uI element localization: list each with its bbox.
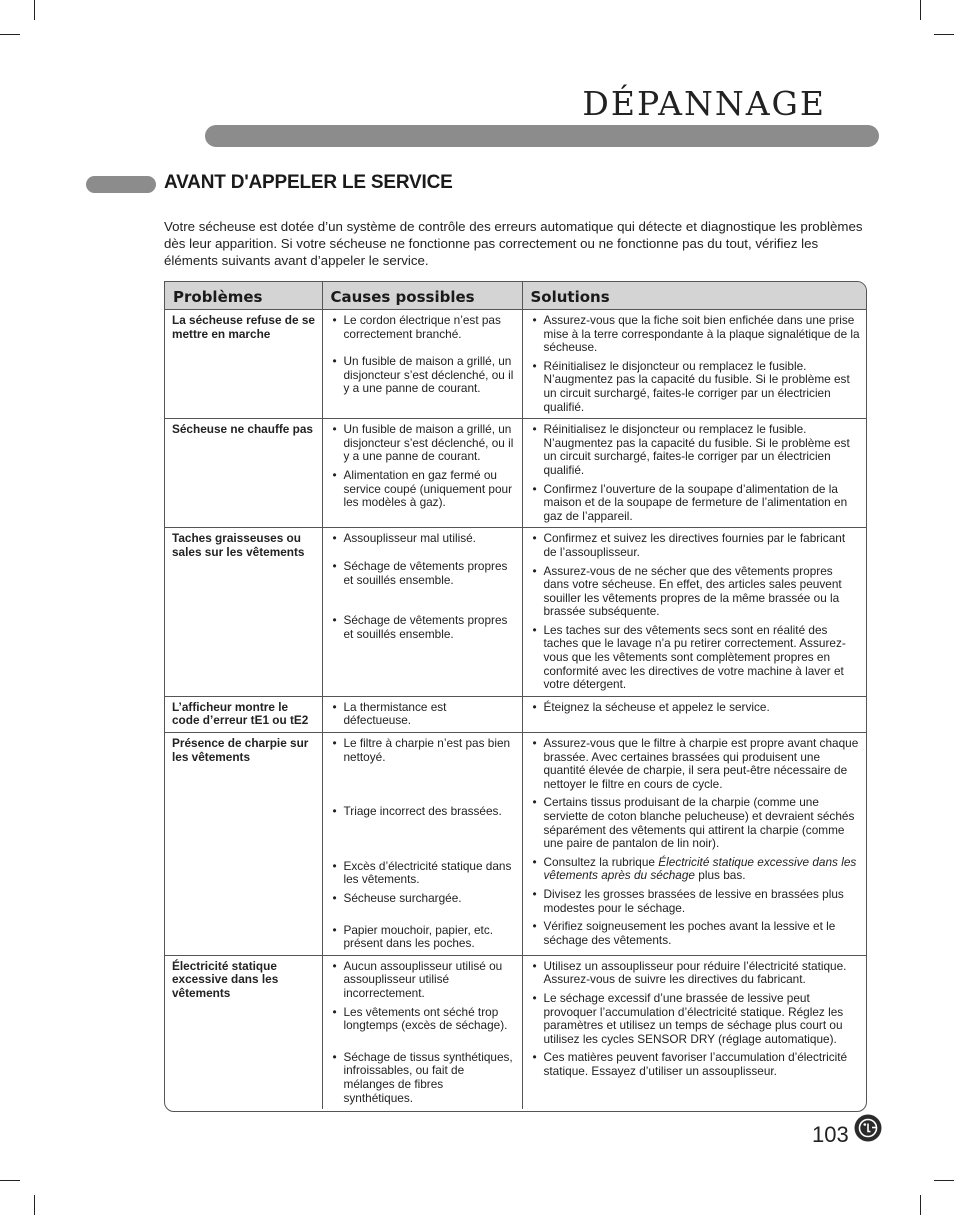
table-row <box>165 310 866 419</box>
solution-item: • Confirmez l’ouverture de la soupape d’alimentation de la maison et de la soupape de fermeture de l’alimentation en gaz de l’appareil. <box>530 483 861 524</box>
cause-item: • Les vêtements ont séché trop longtemps (excès de séchage). <box>330 1006 516 1033</box>
problem-cell: L’afficheur montre le code d’erreur tE1 ou tE2 <box>165 696 322 732</box>
crop-mark <box>920 0 921 20</box>
problem-cell: Électricité statique excessive dans les vêtements <box>165 955 322 1109</box>
cause-item: • Triage incorrect des brassées. <box>330 805 516 819</box>
cross-reference: Électricité statique excessive dans les vêtements après du séchage <box>543 854 857 883</box>
table-row <box>165 528 866 697</box>
crop-mark <box>0 1180 20 1181</box>
problem-cell: Sécheuse ne chauffe pas <box>165 419 322 528</box>
solution-item: • Ces matières peuvent favoriser l’accumulation d’électricité statique. Essayez d’utiliser un assouplisseur. <box>530 1051 861 1078</box>
troubleshooting-table <box>164 281 867 1112</box>
solution-item: • Confirmez et suivez les directives fournies par le fabricant de l’assouplisseur. <box>530 532 861 559</box>
solution-item <box>530 856 861 883</box>
cause-item: • Séchage de tissus synthétiques, infroissables, ou fait de mélanges de fibres synthétiques. <box>330 1051 516 1105</box>
solution-item: • Le séchage excessif d’une brassée de lessive peut provoquer l’accumulation d’électricité statique. Réglez les paramètres et utilisez un temps de séchage plus court ou utilisez les cycles SENSOR DRY (réglage automatique). <box>530 992 861 1046</box>
crop-mark <box>34 0 35 20</box>
cause-item: • Papier mouchoir, papier, etc. présent dans les poches. <box>330 924 516 951</box>
cause-item: • Aucun assouplisseur utilisé ou assouplisseur utilisé incorrectement. <box>330 960 516 1001</box>
solution-item: • Assurez-vous que la fiche soit bien enfichée dans une prise mise à la terre correspondante à la plaque signalétique de la sécheuse. <box>530 314 861 355</box>
crop-mark <box>920 1195 921 1215</box>
solution-item: • Éteignez la sécheuse et appelez le service. <box>530 701 861 715</box>
solutions-cell <box>522 696 866 732</box>
crop-mark <box>0 34 20 35</box>
causes-cell <box>322 310 522 419</box>
cause-item: • Alimentation en gaz fermé ou service coupé (uniquement pour les modèles à gaz). <box>330 469 516 510</box>
cause-item: • Sécheuse surchargée. <box>330 892 516 906</box>
intro-paragraph: Votre sécheuse est dotée d’un système de contrôle des erreurs automatique qui détecte et diagnostique les problèmes dès leur apparition. Si votre sécheuse ne fonctionne pas correctement ou ne fonctionne pas du tout, vérifiez les éléments suivants avant d’appeler le service. <box>164 219 863 268</box>
table-row <box>165 733 866 956</box>
column-header-causes: Causes possibles <box>322 282 522 310</box>
column-header-solutions: Solutions <box>522 282 866 310</box>
problem-cell: La sécheuse refuse de se mettre en marche <box>172 313 315 341</box>
solutions-cell <box>522 733 866 956</box>
section-marker <box>86 176 156 193</box>
solution-item: • Divisez les grosses brassées de lessive en brassées plus modestes pour le séchage. <box>530 888 861 915</box>
column-header-problems: Problèmes <box>165 282 322 310</box>
solutions-cell <box>522 419 866 528</box>
solution-item: • Utilisez un assouplisseur pour réduire l’électricité statique. Assurez-vous de suivre les directives du fabricant. <box>530 960 861 987</box>
table-header-row <box>165 282 866 310</box>
solution-item: • Assurez-vous de ne sécher que des vêtements propres dans votre sécheuse. En effet, des articles sales peuvent souiller les vêtements propres de la même brassée ou la brassée subséquente. <box>530 565 861 619</box>
crop-mark <box>934 1180 954 1181</box>
cause-item: • Excès d’électricité statique dans les vêtements. <box>330 860 516 887</box>
solution-item: • Les taches sur des vêtements secs sont en réalité des taches que le lavage n’a pu retirer correctement. Assurez-vous que les vêtements sont complètement propres en conformité avec les directives de votre machine à laver et votre détergent. <box>530 624 861 692</box>
table-row <box>165 955 866 1109</box>
title-bar <box>205 125 879 147</box>
solutions-cell <box>522 528 866 697</box>
solutions-cell <box>522 955 866 1109</box>
lg-logo-icon <box>854 1114 882 1142</box>
solution-item: • Réinitialisez le disjoncteur ou remplacez le fusible. N’augmentez pas la capacité du fusible. Si le problème est un circuit surchargé, faites-le corriger par un électricien qualifié. <box>530 423 861 477</box>
causes-cell <box>322 733 522 956</box>
cause-item: • Un fusible de maison a grillé, un disjoncteur s’est déclenché, ou il y a une panne de courant. <box>330 423 516 464</box>
cause-item: • Séchage de vêtements propres et souillés ensemble. <box>330 560 516 587</box>
solution-item: • Réinitialisez le disjoncteur ou remplacez le fusible. N’augmentez pas la capacité du fusible. Si le problème est un circuit surchargé, faites-le corriger par un électricien qualifié. <box>530 360 861 414</box>
causes-cell <box>322 528 522 697</box>
table-row <box>165 419 866 528</box>
solution-text: plus bas. <box>695 868 746 883</box>
solutions-cell <box>522 310 866 419</box>
page-number: 103 <box>812 1122 849 1147</box>
table-row <box>165 696 866 732</box>
cause-item: • Le cordon électrique n’est pas correctement branché. <box>330 314 516 341</box>
solution-text: Consultez la rubrique <box>543 854 659 869</box>
crop-mark <box>34 1195 35 1215</box>
causes-cell <box>322 696 522 732</box>
problem-cell: Présence de charpie sur les vêtements <box>165 733 322 956</box>
causes-cell <box>322 955 522 1109</box>
cause-item: • Le filtre à charpie n’est pas bien nettoyé. <box>330 737 516 764</box>
solution-item: • Vérifiez soigneusement les poches avant la lessive et le séchage des vêtements. <box>530 920 861 947</box>
page-title: DÉPANNAGE <box>582 84 826 123</box>
crop-mark <box>934 34 954 35</box>
section-heading: AVANT D'APPELER LE SERVICE <box>164 172 453 193</box>
cause-item: • Séchage de vêtements propres et souillés ensemble. <box>330 614 516 641</box>
cause-item: • La thermistance est défectueuse. <box>330 701 516 728</box>
solution-item: • Certains tissus produisant de la charpie (comme une serviette de coton blanche pelucheuse) et devraient séchés séparément des vêtements qui attirent la charpie (comme une paire de pantalon de lin noir). <box>530 796 861 850</box>
cause-item: • Assouplisseur mal utilisé. <box>330 532 516 546</box>
causes-cell <box>322 419 522 528</box>
problem-cell: Taches graisseuses ou sales sur les vêtements <box>165 528 322 697</box>
cause-item: • Un fusible de maison a grillé, un disjoncteur s’est déclenché, ou il y a une panne de courant. <box>330 355 516 396</box>
solution-item: • Assurez-vous que le filtre à charpie est propre avant chaque brassée. Avec certaines brassées qui produisent une quantité élevée de charpie, il sera peut-être nécessaire de nettoyer le filtre en cours de cycle. <box>530 737 861 791</box>
